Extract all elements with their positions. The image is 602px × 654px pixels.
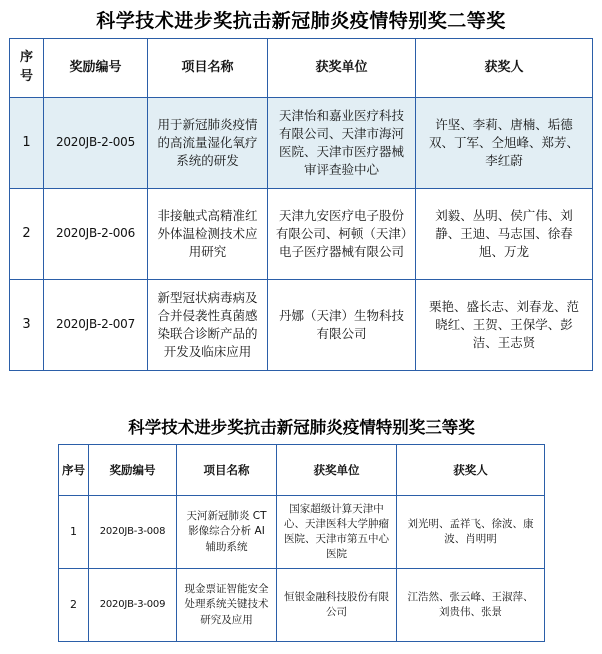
cell-unit-text: 天津怡和嘉业医疗科技有限公司、天津市海河医院、天津市医疗器械审评查验中心 bbox=[278, 107, 404, 178]
cell-no: 2 bbox=[10, 189, 44, 280]
cell-people bbox=[397, 569, 545, 642]
table-row bbox=[59, 496, 545, 569]
cell-project bbox=[177, 569, 277, 642]
cell-unit-text: 丹娜（天津）生物科技有限公司 bbox=[278, 307, 404, 341]
table-header-row bbox=[59, 445, 545, 496]
cell-people-text: 江浩然、张云峰、王淑萍、刘贵伟、张景 bbox=[407, 590, 534, 618]
column-header-people: 获奖人 bbox=[397, 445, 545, 496]
award-third-prize-block bbox=[58, 412, 545, 642]
column-header-code: 奖励编号 bbox=[44, 39, 148, 98]
cell-project-text: 天河新冠肺炎 CT 影像综合分析 AI 辅助系统 bbox=[186, 510, 267, 553]
cell-project bbox=[177, 496, 277, 569]
cell-code: 2020JB-3-009 bbox=[89, 569, 177, 642]
table-row bbox=[10, 280, 593, 371]
cell-unit-text: 国家超级计算天津中心、天津医科大学肿瘤医院、天津市第五中心医院 bbox=[284, 502, 389, 561]
column-header-no: 序号 bbox=[10, 39, 44, 98]
cell-project bbox=[148, 189, 268, 280]
cell-unit bbox=[268, 189, 416, 280]
column-header-people: 获奖人 bbox=[416, 39, 593, 98]
table-header-row bbox=[10, 39, 593, 98]
section-two-title: 科学技术进步奖抗击新冠肺炎疫情特别奖三等奖 bbox=[128, 418, 475, 437]
cell-people-text: 许坚、李莉、唐楠、垢德双、丁军、仝旭峰、郑芳、李红蔚 bbox=[428, 116, 579, 169]
cell-unit bbox=[277, 496, 397, 569]
column-header-code: 奖励编号 bbox=[89, 445, 177, 496]
table-row bbox=[59, 569, 545, 642]
cell-people-text: 栗艳、盛长志、刘春龙、范晓红、王贺、王保学、彭洁、王志贤 bbox=[428, 298, 579, 351]
cell-unit bbox=[277, 569, 397, 642]
cell-unit bbox=[268, 280, 416, 371]
cell-code: 2020JB-2-007 bbox=[44, 280, 148, 371]
cell-people bbox=[416, 280, 593, 371]
cell-project-text: 新型冠状病毒病及合并侵袭性真菌感染联合诊断产品的开发及临床应用 bbox=[157, 289, 258, 360]
award-second-prize-block bbox=[9, 4, 593, 371]
cell-people-text: 刘毅、丛明、侯广伟、刘静、王迪、马志国、徐春旭、万龙 bbox=[435, 207, 573, 260]
cell-no: 3 bbox=[10, 280, 44, 371]
column-header-unit: 获奖单位 bbox=[277, 445, 397, 496]
cell-project bbox=[148, 280, 268, 371]
cell-project-text: 用于新冠肺炎疫情的高流量湿化氧疗系统的研发 bbox=[157, 116, 258, 169]
column-header-unit: 获奖单位 bbox=[268, 39, 416, 98]
cell-project-text: 现金票证智能安全处理系统关键技术研究及应用 bbox=[184, 583, 269, 626]
cell-people-text: 刘光明、孟祥飞、徐波、康波、肖明明 bbox=[407, 517, 534, 545]
column-header-project: 项目名称 bbox=[148, 39, 268, 98]
cell-unit-text: 天津九安医疗电子股份有限公司、柯顿（天津）电子医疗器械有限公司 bbox=[275, 207, 408, 260]
section-one-title: 科学技术进步奖抗击新冠肺炎疫情特别奖二等奖 bbox=[96, 10, 506, 32]
cell-code: 2020JB-3-008 bbox=[89, 496, 177, 569]
cell-people bbox=[397, 496, 545, 569]
cell-project bbox=[148, 98, 268, 189]
cell-no: 1 bbox=[59, 496, 89, 569]
cell-project-text: 非接触式高精准红外体温检测技术应用研究 bbox=[157, 207, 258, 260]
cell-unit bbox=[268, 98, 416, 189]
table-row bbox=[10, 98, 593, 189]
cell-people bbox=[416, 98, 593, 189]
cell-code: 2020JB-2-005 bbox=[44, 98, 148, 189]
column-header-project: 项目名称 bbox=[177, 445, 277, 496]
cell-people bbox=[416, 189, 593, 280]
award-second-prize-table bbox=[9, 38, 593, 371]
cell-code: 2020JB-2-006 bbox=[44, 189, 148, 280]
cell-no: 2 bbox=[59, 569, 89, 642]
award-third-prize-table bbox=[58, 444, 545, 642]
column-header-no: 序号 bbox=[59, 445, 89, 496]
cell-unit-text: 恒银金融科技股份有限公司 bbox=[284, 590, 389, 618]
table-row bbox=[10, 189, 593, 280]
cell-no: 1 bbox=[10, 98, 44, 189]
